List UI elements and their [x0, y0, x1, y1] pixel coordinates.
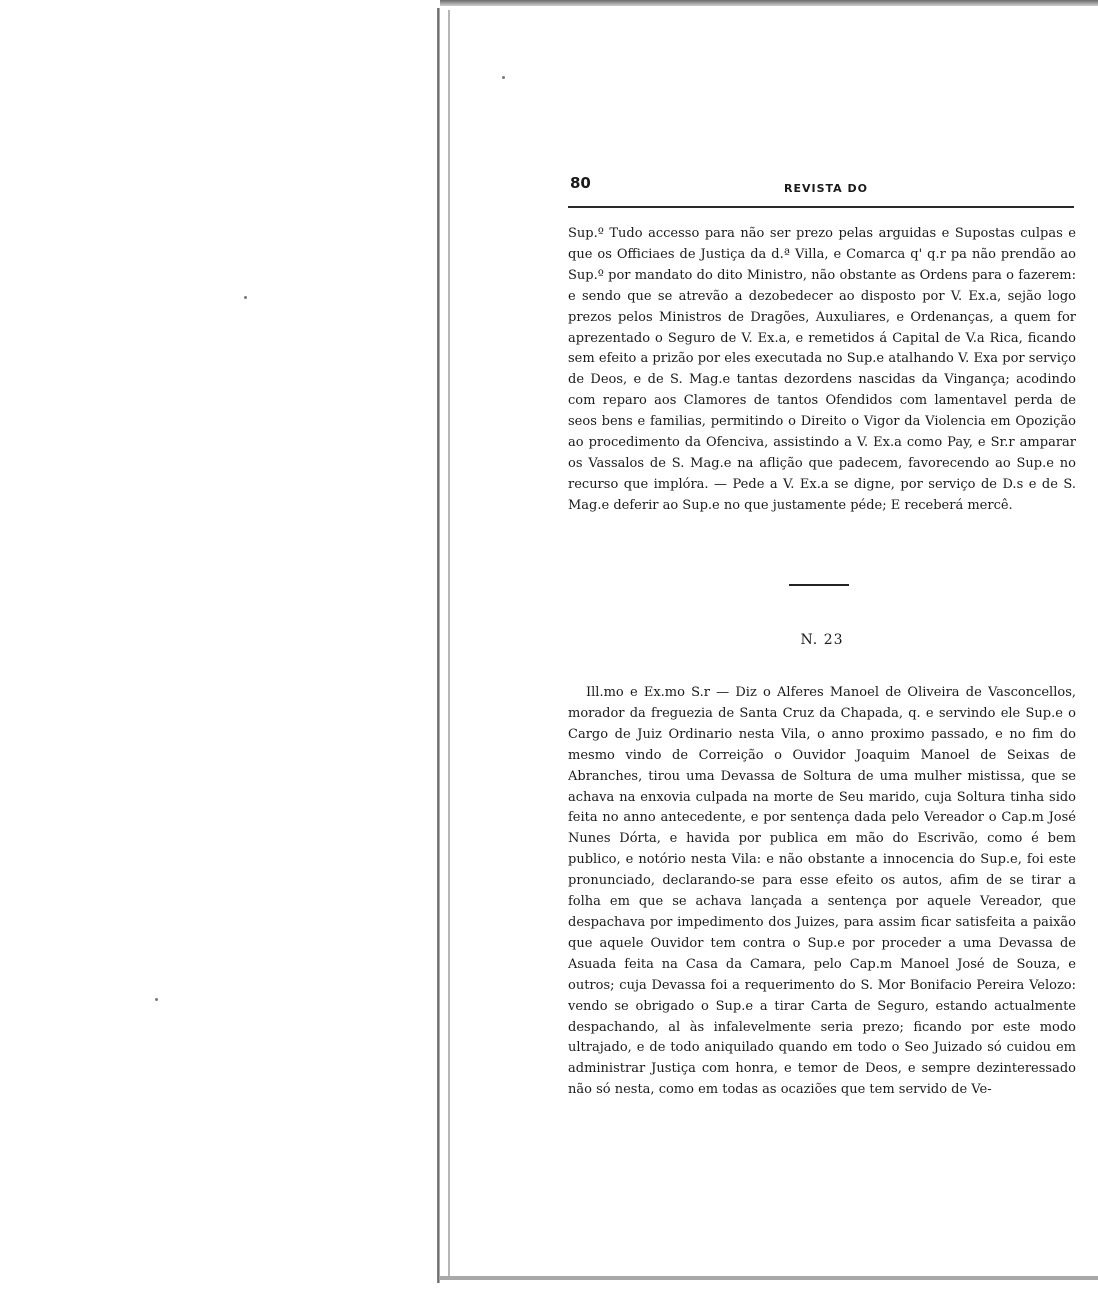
continued-paragraph: Sup.º Tudo accesso para não ser prezo pelas arguidas e Supostas culpas e que os Officiaes de Justiça da d.ª Villa, e Comarca q' q.r pa não prendão ao Sup.º por mandato do dito Ministro, não obstante as Ordens para o fazerem: e sendo que se atrevão a dezobedecer ao disposto por V. Ex.a, sejão logo prezos pelos Ministros de Dragões, Auxuliares, e Ordenanças, a quem for aprezentado o Seguro de V. Ex.a, e remetidos á Capital de V.a Rica, ficando sem efeito a prizão por eles executada no Sup.e atalhando V. Exa por serviço de Deos, e de S. Mag.e tantas dezordens nascidas da Vingança; acodindo com reparo aos Clamores de tantos Ofendidos com lamentavel perda de seos bens e familias, permitindo o Direito o Vigor da Violencia em Opozição ao procedimento da Ofenciva, assistindo a V. Ex.a como Pay, e Sr.r amparar os Vassalos de S. Mag.e na aflição que padecem, favorecendo ao Sup.e no recurso que implóra. — Pede a V. Ex.a se digne, por serviço de D.s e de S. Mag.e deferir ao Sup.e no que justamente péde; E receberá mercê.: [568, 226, 1076, 513]
section-separator: [789, 584, 849, 586]
page-number: 80: [570, 174, 591, 192]
scan-speck: [244, 296, 247, 299]
page-header: [568, 174, 1074, 200]
page-top-edge: [440, 0, 1098, 6]
book-spine-edge: [448, 10, 450, 1280]
scan-speck: [155, 998, 158, 1001]
petition-paragraph: Ill.mo e Ex.mo S.r — Diz o Alferes Manoel de Oliveira de Vasconcellos, morador da freguezia de Santa Cruz da Chapada, q. e servindo ele Sup.e o Cargo de Juiz Ordinario nesta Vila, o anno proximo passado, e no fim do mesmo vindo de Correição o Ouvidor Joaquim Manoel de Seixas de Abranches, tirou uma Devassa de Soltura de uma mulher mistissa, que se achava na enxovia culpada na morte de Seu marido, cuja Soltura tinha sido feita no anno antecedente, e por sentença dada pelo Vereador o Cap.m José Nunes Dórta, e havida por publica em mão do Escrivão, como é bem publico, e notório nesta Vila: e não obstante a innocencia do Sup.e, foi este pronunciado, declarando-se para esse efeito os autos, afim de se tirar a folha em que se achava lançada a sentença por aquele Vereador, que despachava por impedimento dos Juizes, para assim ficar satisfeita a paixão que aquele Ouvidor tem contra o Sup.e por proceder a uma Devassa de Asuada feita na Casa da Camara, pelo Cap.m Manoel José de Souza, e outros; cuja Devassa foi a requerimento do S. Mor Bonifacio Pereira Velozo: vendo se obrigado o Sup.e a tirar Carta de Seguro, estando actualmente despachando, al às infalevelmente seria prezo; ficando por este modo ultrajado, e de todo aniquilado quando em todo o Seo Juizado só cuidou em administrar Justiça com honra, e temor de Deos, e sempre dezinteressado não só nesta, como em todas as ocaziões que tem servido de Ve-: [568, 685, 1076, 1098]
running-head: REVISTA DO: [784, 182, 868, 195]
page-bottom-edge: [440, 1276, 1098, 1280]
book-spine-shadow: [437, 8, 440, 1283]
scan-speck: [502, 76, 505, 79]
header-rule: [568, 206, 1074, 208]
document-number: N. 23: [800, 632, 844, 648]
blank-facing-page: [0, 0, 438, 1301]
